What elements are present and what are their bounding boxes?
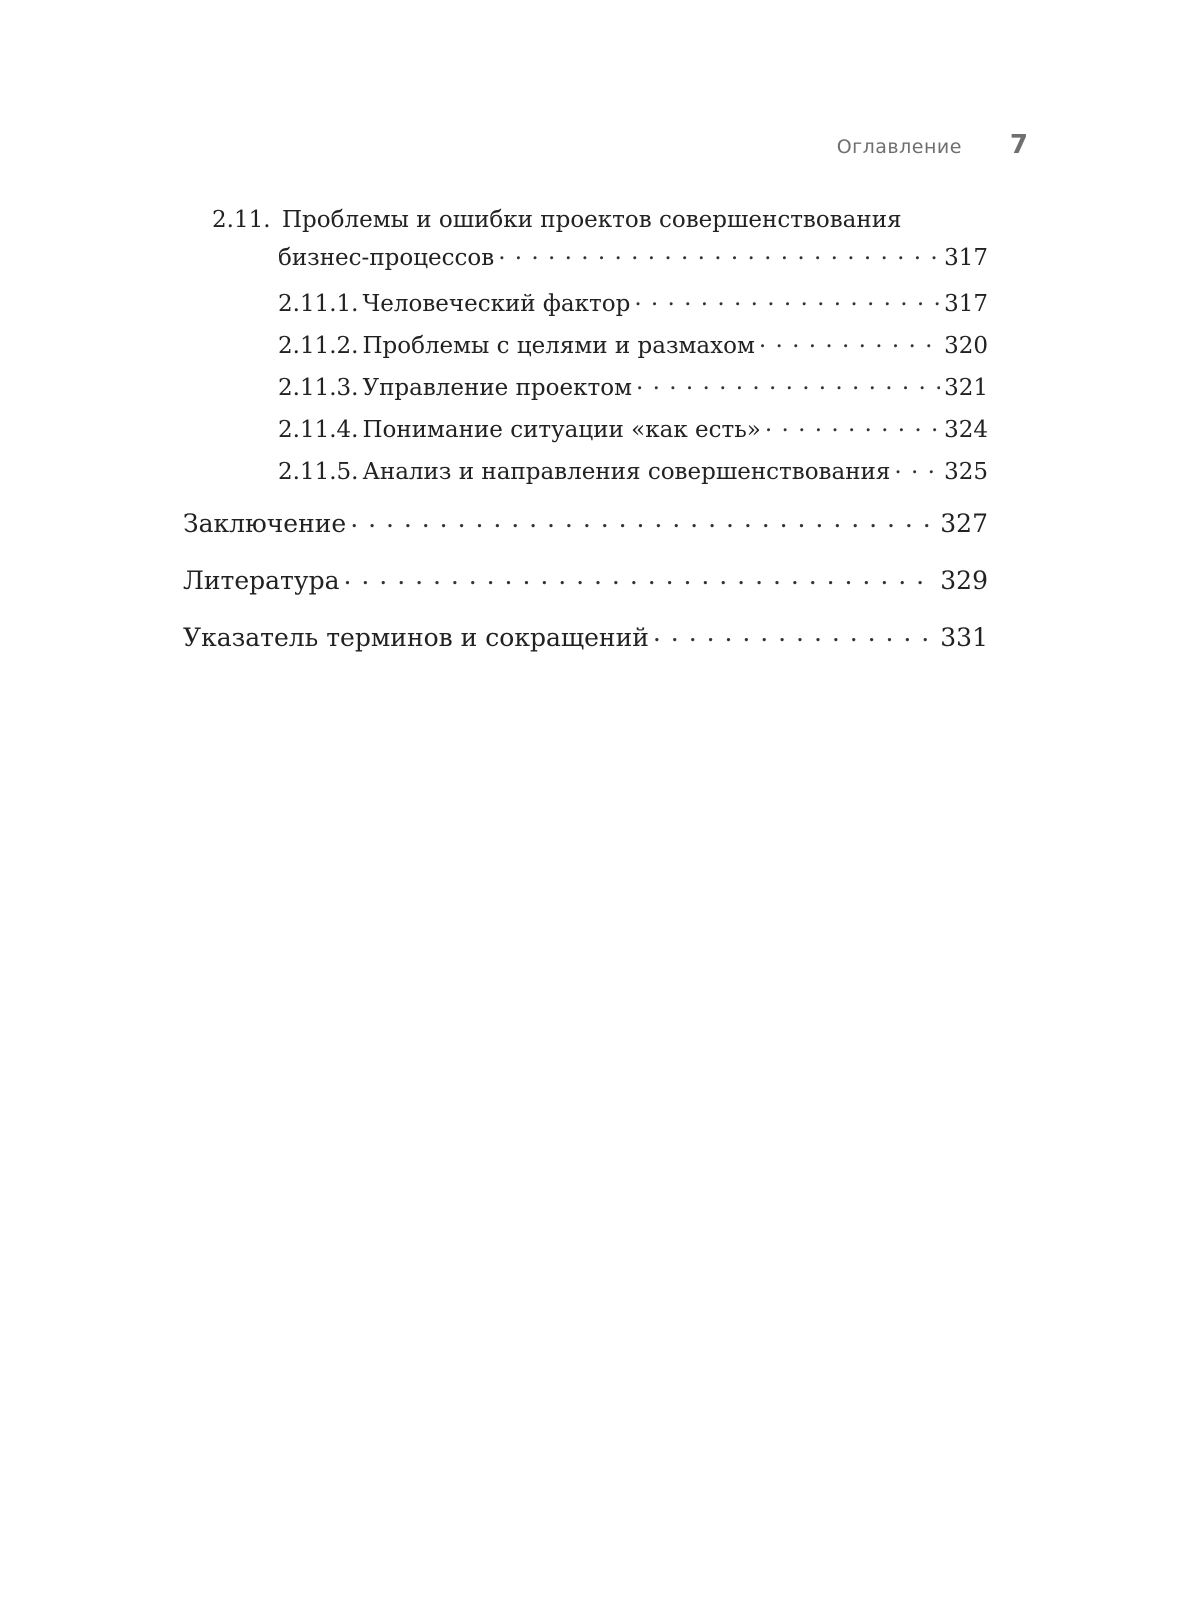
toc-entry-number: 2.11.	[212, 207, 271, 233]
dot-leader	[759, 330, 940, 353]
toc-entry-title: Заключение	[183, 509, 347, 538]
toc-entry-page: 321	[944, 375, 988, 401]
toc-entry-title: Анализ и направления совершенствования	[362, 459, 891, 485]
toc-entry-page: 331	[940, 623, 988, 652]
dot-leader	[350, 507, 936, 532]
toc-entry-2-11-2[interactable]	[278, 330, 988, 359]
toc-entry-number: 2.11.1.	[278, 291, 359, 317]
toc-entry-page: 327	[940, 509, 988, 538]
dot-leader	[765, 414, 940, 437]
toc-entry-title: Проблемы и ошибки проектов совершенствования	[282, 207, 902, 233]
toc-entry-2-11-3[interactable]	[278, 372, 988, 401]
toc-entry-2-11-5[interactable]	[278, 456, 988, 485]
toc-entry-number: 2.11.3.	[278, 375, 359, 401]
toc-entry-title: Управление проектом	[362, 375, 632, 401]
toc-entry-page: 324	[944, 417, 988, 443]
toc-entry-page: 317	[944, 245, 988, 271]
running-header-title: Оглавление	[836, 136, 962, 158]
toc-entry-title: Указатель терминов и сокращений	[183, 623, 649, 652]
toc-entry-literature[interactable]	[183, 564, 988, 595]
toc-entry-page: 320	[944, 333, 988, 359]
toc-entry-title: Понимание ситуации «как есть»	[362, 417, 761, 443]
toc-entry-title: Литература	[183, 566, 340, 595]
dot-leader	[894, 456, 940, 479]
toc-entry-page: 325	[944, 459, 988, 485]
dot-leader	[653, 621, 936, 646]
toc-entry-index[interactable]	[183, 621, 988, 652]
toc-entry-page: 317	[944, 291, 988, 317]
page-number: 7	[1009, 130, 1028, 160]
toc-entry-number: 2.11.2.	[278, 333, 359, 359]
toc-entry-page: 329	[940, 566, 988, 595]
toc-entry-2-11-4[interactable]	[278, 414, 988, 443]
toc-entry-number: 2.11.5.	[278, 459, 359, 485]
toc-entry-2-11-line2[interactable]	[278, 242, 988, 271]
toc-entry-title: бизнес-процессов	[278, 245, 495, 271]
dot-leader	[636, 372, 940, 395]
toc-entry-conclusion[interactable]	[183, 507, 988, 538]
dot-leader	[344, 564, 937, 589]
toc-entry-2-11-line1	[212, 207, 902, 233]
dot-leader	[634, 288, 940, 311]
toc-entry-number: 2.11.4.	[278, 417, 359, 443]
toc-entry-title: Человеческий фактор	[362, 291, 631, 317]
toc-entry-2-11-1[interactable]	[278, 288, 988, 317]
dot-leader	[498, 242, 940, 265]
toc-entry-title: Проблемы с целями и размахом	[362, 333, 755, 359]
